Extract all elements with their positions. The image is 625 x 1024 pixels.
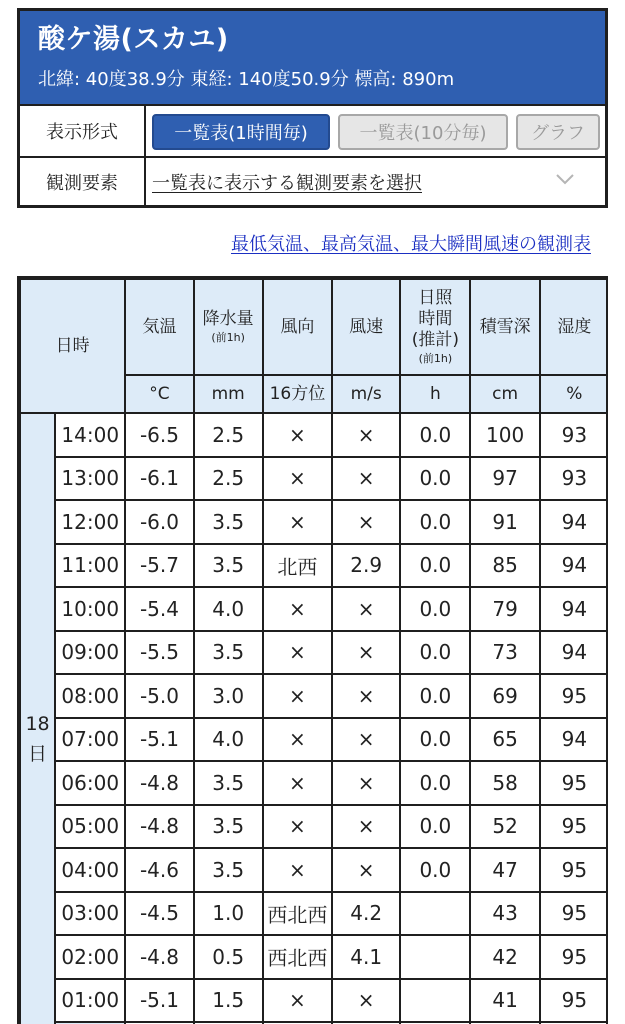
cell-snow-depth: 42 — [470, 935, 539, 979]
cell-precipitation: 3.0 — [194, 674, 263, 718]
cell-time: 07:00 — [55, 718, 125, 762]
cell-sunshine: 0.0 — [400, 587, 470, 631]
cell-time: 01:00 — [55, 979, 125, 1023]
table-row — [20, 457, 608, 501]
display-format-row — [20, 104, 605, 156]
ten-minute-table-button[interactable]: 一覧表(10分毎) — [338, 114, 508, 150]
cell-snow-depth: 100 — [470, 413, 539, 457]
cell-sunshine — [400, 892, 470, 936]
unit-humidity: % — [540, 375, 608, 413]
table-row — [20, 413, 608, 457]
cell-time: 08:00 — [55, 674, 125, 718]
chevron-down-icon — [555, 172, 575, 186]
element-select[interactable] — [152, 158, 605, 205]
cell-time: 11:00 — [55, 544, 125, 588]
header-humidity: 湿度 — [540, 279, 608, 375]
cell-temperature: -4.8 — [125, 761, 193, 805]
cell-temperature: -4.8 — [125, 805, 193, 849]
cell-humidity: 95 — [540, 674, 608, 718]
cell-precipitation: 3.5 — [194, 500, 263, 544]
cell-precipitation: 1.0 — [194, 892, 263, 936]
cell-wind-speed: × — [332, 979, 400, 1023]
header-sunshine-line3: (推計) — [411, 330, 459, 350]
header-sunshine — [400, 279, 470, 375]
cell-time: 04:00 — [55, 848, 125, 892]
cell-wind-speed: 4.1 — [332, 935, 400, 979]
cell-temperature: -5.1 — [125, 979, 193, 1023]
day-suffix: 日 — [28, 743, 48, 766]
cell-sunshine: 0.0 — [400, 413, 470, 457]
cell-wind-speed: × — [332, 718, 400, 762]
cell-humidity: 95 — [540, 761, 608, 805]
cell-wind-direction: × — [263, 848, 332, 892]
cell-temperature: -5.4 — [125, 587, 193, 631]
cell-time: 09:00 — [55, 631, 125, 675]
cell-temperature: -5.5 — [125, 631, 193, 675]
cell-precipitation: 4.0 — [194, 718, 263, 762]
cell-wind-speed: × — [332, 587, 400, 631]
cell-wind-direction: × — [263, 805, 332, 849]
cell-time: 03:00 — [55, 892, 125, 936]
cell-humidity: 95 — [540, 979, 608, 1023]
cell-precipitation: 1.5 — [194, 979, 263, 1023]
cell-humidity: 94 — [540, 631, 608, 675]
header-wind-speed: 風速 — [332, 279, 400, 375]
cell-temperature: -4.5 — [125, 892, 193, 936]
day-number: 18 — [25, 713, 50, 736]
table-row — [20, 761, 608, 805]
table-row — [20, 892, 608, 936]
cell-wind-speed: × — [332, 413, 400, 457]
cell-snow-depth: 69 — [470, 674, 539, 718]
cell-sunshine: 0.0 — [400, 544, 470, 588]
cell-precipitation: 3.5 — [194, 631, 263, 675]
cell-wind-speed: × — [332, 848, 400, 892]
cell-wind-direction: × — [263, 718, 332, 762]
cell-snow-depth: 73 — [470, 631, 539, 675]
header-sunshine-line2: 時間 — [418, 309, 453, 329]
header-precipitation — [194, 279, 263, 375]
cell-snow-depth: 41 — [470, 979, 539, 1023]
cell-wind-direction: 西北西 — [263, 892, 332, 936]
cell-wind-speed: 2.9 — [332, 544, 400, 588]
day-cell — [20, 413, 55, 1024]
min-max-observation-link[interactable]: 最低気温、最高気温、最大瞬間風速の観測表 — [231, 234, 591, 255]
cell-sunshine: 0.0 — [400, 500, 470, 544]
table-row — [20, 848, 608, 892]
cell-temperature: -4.8 — [125, 935, 193, 979]
table-row — [20, 544, 608, 588]
cell-sunshine — [400, 979, 470, 1023]
cell-time: 14:00 — [55, 413, 125, 457]
header-sunshine-sub: (前1h) — [418, 352, 453, 365]
cell-sunshine: 0.0 — [400, 457, 470, 501]
cell-humidity: 94 — [540, 587, 608, 631]
station-name: 酸ケ湯(スカユ) — [38, 24, 229, 55]
cell-time: 06:00 — [55, 761, 125, 805]
element-select-text[interactable]: 一覧表に表示する観測要素を選択 — [152, 172, 422, 194]
cell-sunshine: 0.0 — [400, 805, 470, 849]
display-format-label: 表示形式 — [20, 106, 146, 156]
table-row — [20, 718, 608, 762]
observation-element-row — [20, 156, 605, 205]
cell-sunshine: 0.0 — [400, 848, 470, 892]
cell-wind-direction: × — [263, 674, 332, 718]
unit-snow-depth: cm — [470, 375, 539, 413]
cell-precipitation: 0.5 — [194, 935, 263, 979]
header-datetime: 日時 — [20, 279, 125, 413]
cell-precipitation: 3.5 — [194, 805, 263, 849]
cell-wind-speed: × — [332, 457, 400, 501]
cell-precipitation: 3.5 — [194, 761, 263, 805]
header-temperature: 気温 — [125, 279, 193, 375]
table-row — [20, 631, 608, 675]
cell-time: 05:00 — [55, 805, 125, 849]
cell-wind-direction: 西北西 — [263, 935, 332, 979]
cell-humidity: 93 — [540, 457, 608, 501]
cell-snow-depth: 85 — [470, 544, 539, 588]
cell-wind-speed: 4.2 — [332, 892, 400, 936]
cell-time: 02:00 — [55, 935, 125, 979]
cell-humidity: 95 — [540, 805, 608, 849]
cell-snow-depth: 97 — [470, 457, 539, 501]
cell-snow-depth: 79 — [470, 587, 539, 631]
graph-button[interactable]: グラフ — [516, 114, 600, 150]
cell-precipitation: 3.5 — [194, 848, 263, 892]
table-row — [20, 587, 608, 631]
unit-wind-speed: m/s — [332, 375, 400, 413]
cell-wind-speed: × — [332, 674, 400, 718]
cell-temperature: -4.6 — [125, 848, 193, 892]
unit-precipitation: mm — [194, 375, 263, 413]
cell-snow-depth: 65 — [470, 718, 539, 762]
cell-precipitation: 4.0 — [194, 587, 263, 631]
cell-wind-direction: × — [263, 457, 332, 501]
cell-wind-speed: × — [332, 500, 400, 544]
header-snow-depth: 積雪深 — [470, 279, 539, 375]
table-row — [20, 805, 608, 849]
cell-wind-direction: × — [263, 413, 332, 457]
observation-table — [19, 278, 608, 1024]
table-row — [20, 674, 608, 718]
cell-temperature: -5.7 — [125, 544, 193, 588]
hourly-table-button[interactable]: 一覧表(1時間毎) — [152, 114, 330, 150]
observation-element-label: 観測要素 — [20, 158, 146, 205]
cell-temperature: -5.1 — [125, 718, 193, 762]
cell-wind-direction: × — [263, 979, 332, 1023]
cell-snow-depth: 52 — [470, 805, 539, 849]
cell-temperature: -5.0 — [125, 674, 193, 718]
cell-snow-depth: 91 — [470, 500, 539, 544]
cell-precipitation: 3.5 — [194, 544, 263, 588]
cell-wind-direction: × — [263, 587, 332, 631]
observation-table-container[interactable] — [17, 276, 608, 1024]
unit-sunshine: h — [400, 375, 470, 413]
cell-snow-depth: 58 — [470, 761, 539, 805]
cell-humidity: 94 — [540, 718, 608, 762]
cell-snow-depth: 47 — [470, 848, 539, 892]
station-panel — [17, 8, 608, 208]
table-row — [20, 500, 608, 544]
cell-sunshine: 0.0 — [400, 718, 470, 762]
cell-wind-speed: × — [332, 761, 400, 805]
cell-temperature: -6.5 — [125, 413, 193, 457]
cell-wind-direction: × — [263, 761, 332, 805]
cell-precipitation: 2.5 — [194, 413, 263, 457]
unit-wind-direction: 16方位 — [263, 375, 332, 413]
cell-time: 13:00 — [55, 457, 125, 501]
cell-wind-speed: × — [332, 631, 400, 675]
header-precipitation-label: 降水量 — [202, 309, 254, 329]
cell-sunshine: 0.0 — [400, 761, 470, 805]
table-row — [20, 935, 608, 979]
cell-humidity: 95 — [540, 848, 608, 892]
cell-wind-direction: 北西 — [263, 544, 332, 588]
cell-time: 12:00 — [55, 500, 125, 544]
cell-time: 10:00 — [55, 587, 125, 631]
cell-sunshine: 0.0 — [400, 631, 470, 675]
header-wind-direction: 風向 — [263, 279, 332, 375]
table-row — [20, 979, 608, 1023]
unit-temperature: °C — [125, 375, 193, 413]
cell-precipitation: 2.5 — [194, 457, 263, 501]
cell-humidity: 94 — [540, 500, 608, 544]
cell-temperature: -6.1 — [125, 457, 193, 501]
cell-humidity: 95 — [540, 935, 608, 979]
cell-sunshine — [400, 935, 470, 979]
cell-sunshine: 0.0 — [400, 674, 470, 718]
header-sunshine-line1: 日照 — [418, 288, 453, 308]
cell-humidity: 95 — [540, 892, 608, 936]
cell-wind-direction: × — [263, 500, 332, 544]
cell-snow-depth: 43 — [470, 892, 539, 936]
header-precipitation-sub: (前1h) — [211, 331, 245, 344]
cell-humidity: 94 — [540, 544, 608, 588]
cell-wind-speed: × — [332, 805, 400, 849]
cell-wind-direction: × — [263, 631, 332, 675]
cell-temperature: -6.0 — [125, 500, 193, 544]
cell-humidity: 93 — [540, 413, 608, 457]
station-header — [20, 11, 605, 104]
station-coordinates: 北緯: 40度38.9分 東経: 140度50.9分 標高: 890m — [38, 69, 455, 90]
